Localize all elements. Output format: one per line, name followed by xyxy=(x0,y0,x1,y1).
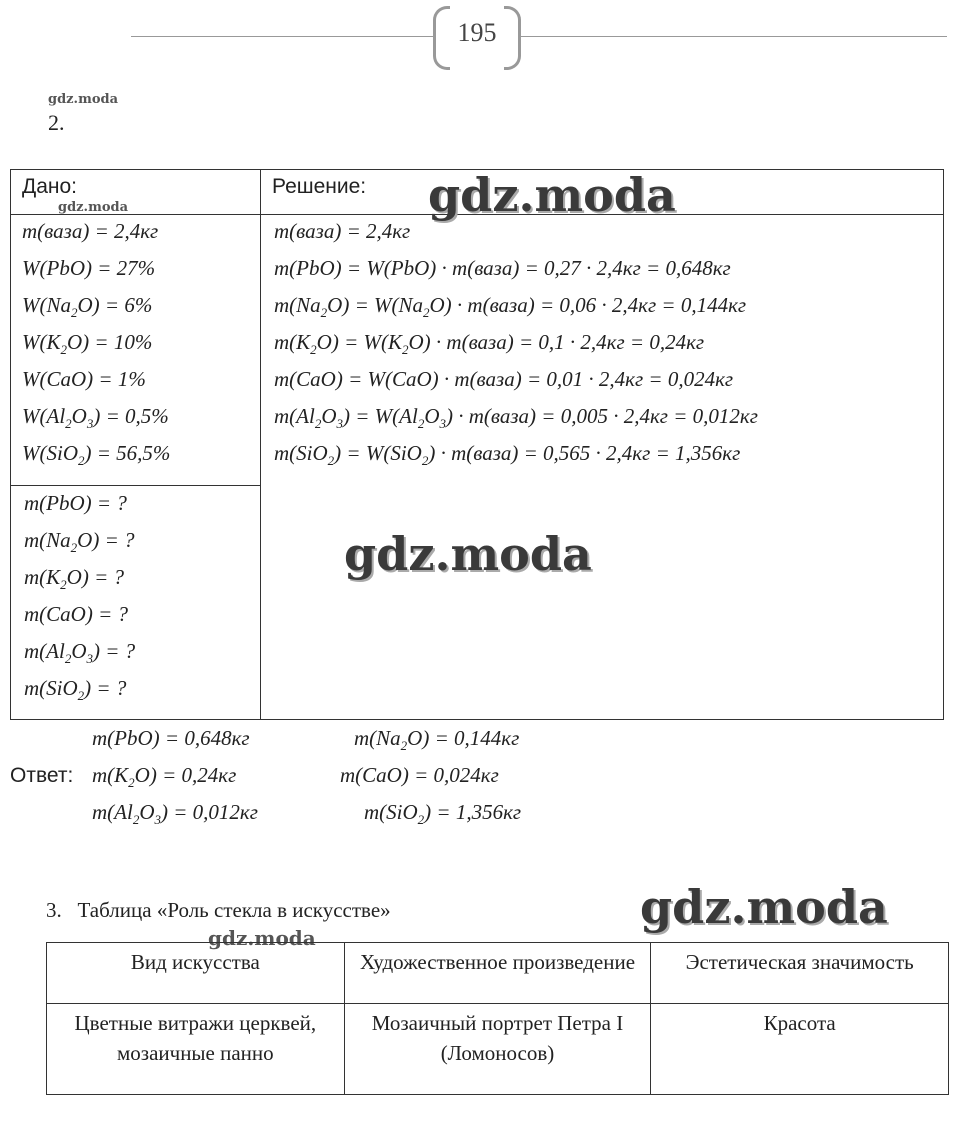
table-cell: Цветные витражи церквей, мозаичные панно xyxy=(47,1004,345,1095)
solution-line: $m(Al_2O_3) = W(Al_2O_3)$ · m(ваза) = 0,005 · 2,4кг = 0,012кг xyxy=(274,404,758,432)
watermark-small: gdz.moda xyxy=(48,92,119,107)
task3-number: 3. xyxy=(46,898,62,922)
given-line: m(ваза) = 2,4кг xyxy=(22,219,159,243)
table-header-cell: Вид искусства xyxy=(47,943,345,1004)
table-header-cell: Эстетическая значимость xyxy=(651,943,949,1004)
frame-divider xyxy=(260,169,261,720)
find-line: m(PbO) = ? xyxy=(24,491,127,515)
art-table xyxy=(46,942,949,1095)
find-line: m(CaO) = ? xyxy=(24,602,128,626)
answer-item: m(PbO) = 0,648кг xyxy=(92,726,250,750)
table-cell: Мозаичный портрет Петра I (Ломоносов) xyxy=(344,1004,651,1095)
frame-left xyxy=(10,169,11,720)
answer-item: $m(K_2O) = 0,24кг$ xyxy=(92,763,237,791)
table-header-cell: Художественное произведение xyxy=(344,943,651,1004)
watermark-large: gdz.moda xyxy=(344,527,592,581)
given-line: $W(Al_2O_3) = 0,5\%$ xyxy=(22,404,169,432)
watermark-small: gdz.moda xyxy=(208,926,316,950)
page-number: 195 xyxy=(457,18,497,47)
find-line: m(SiO$_2$) = ? xyxy=(24,676,127,704)
header-rule-left xyxy=(131,36,433,37)
watermark-large: gdz.moda xyxy=(640,880,888,934)
solution-line: m(SiO$_2$) = W(SiO$_2$) · m(ваза) = 0,565 · 2,4кг = 1,356кг xyxy=(274,441,741,469)
answer-item: $m(Na_2O) = 0,144кг$ xyxy=(354,726,520,754)
solution-header: Решение: xyxy=(272,175,367,198)
answer-item: m(SiO$_2$) = 1,356кг xyxy=(364,800,522,828)
solution-line: m(CaO) = W(CaO) · m(ваза) = 0,01 · 2,4кг = 0,024кг xyxy=(274,367,734,391)
find-line: $m(Al_2O_3)$ = ? xyxy=(24,639,136,667)
find-line: $m(Na_2O)$ = ? xyxy=(24,528,135,556)
given-header: Дано: xyxy=(22,175,78,198)
watermark-large: gdz.moda xyxy=(428,168,676,222)
answer-item: $m(Al_2O_3) = 0,012кг$ xyxy=(92,800,258,828)
watermark-small: gdz.moda xyxy=(58,200,129,215)
given-line: W(CaO) = 1% xyxy=(22,367,146,391)
task3-heading xyxy=(46,898,391,923)
solution-line: m(PbO) = W(PbO) · m(ваза) = 0,27 · 2,4кг = 0,648кг xyxy=(274,256,731,280)
answer-item: m(CaO) = 0,024кг xyxy=(340,763,499,787)
given-line: $W(Na_2O) = 6\%$ xyxy=(22,293,153,321)
frame-bottom xyxy=(10,719,944,720)
given-line: W(SiO$_2$) = 56,5% xyxy=(22,441,171,469)
table-header-row xyxy=(47,943,949,1004)
solution-line: $m(Na_2O) = W(Na_2O)$ · m(ваза) = 0,06 · 2,4кг = 0,144кг xyxy=(274,293,747,321)
find-line: $m(K_2O)$ = ? xyxy=(24,565,125,593)
page-number-frame xyxy=(433,6,521,64)
frame-right xyxy=(943,169,944,720)
given-find-separator xyxy=(10,485,261,486)
table-cell: Красота xyxy=(651,1004,949,1095)
task3-title: Таблица «Роль стекла в искусстве» xyxy=(77,898,391,922)
header-rule-right xyxy=(521,36,947,37)
table-row xyxy=(47,1004,949,1095)
given-line: W(PbO) = 27% xyxy=(22,256,156,280)
solution-line: $m(K_2O) = W(K_2O)$ · m(ваза) = 0,1 · 2,4кг = 0,24кг xyxy=(274,330,705,358)
given-line: $W(K_2O) = 10\%$ xyxy=(22,330,153,358)
solution-line: m(ваза) = 2,4кг xyxy=(274,219,411,243)
task2-number: 2. xyxy=(48,110,65,135)
answer-label: Ответ: xyxy=(10,764,74,787)
